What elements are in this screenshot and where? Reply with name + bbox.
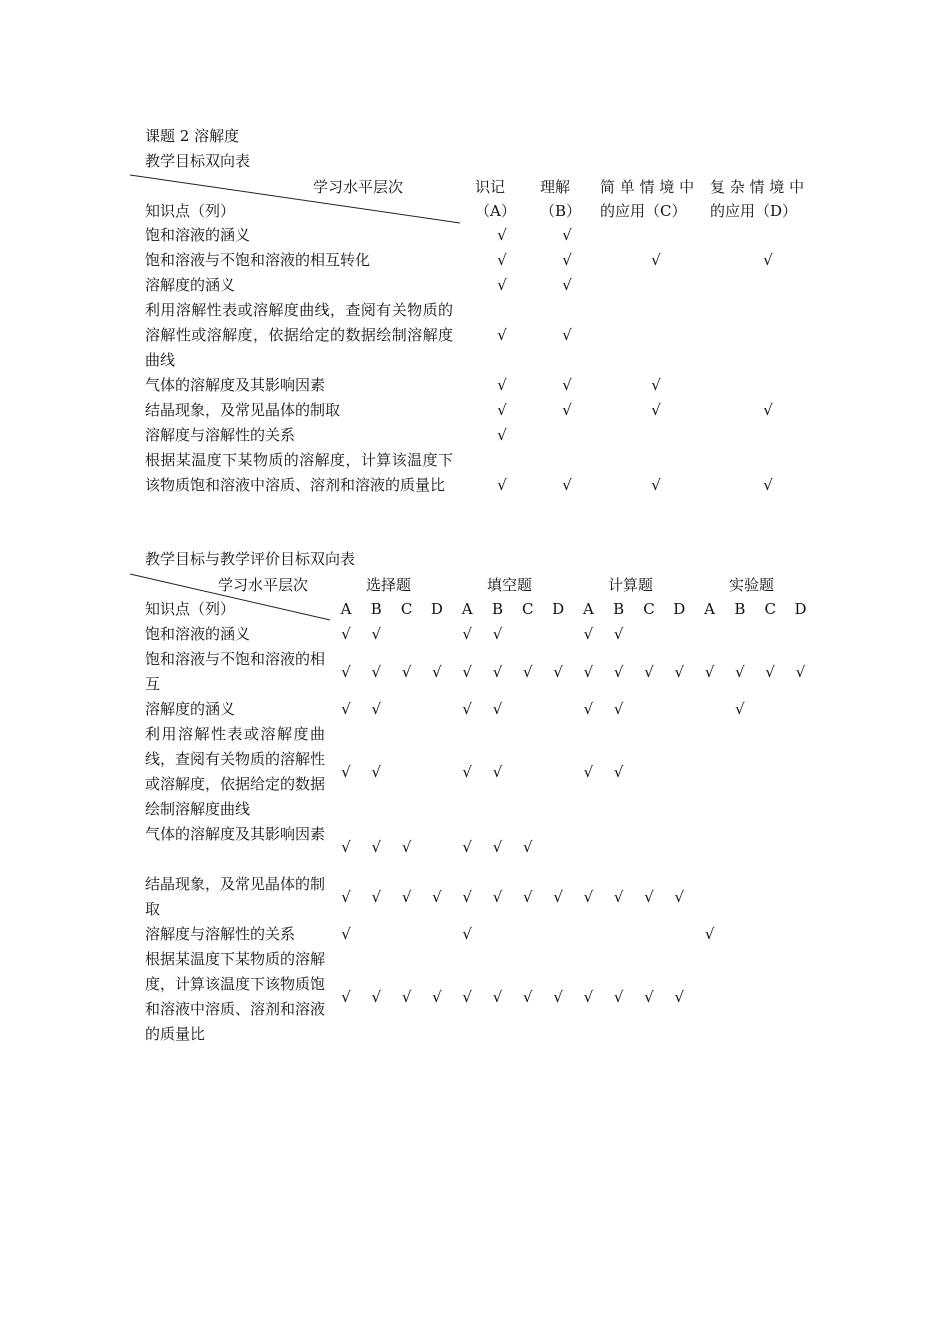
table1-check-mark: √ xyxy=(763,476,773,494)
table2-check-mark: √ xyxy=(492,662,503,681)
table2-check-mark: √ xyxy=(613,887,624,906)
table2-check-mark: √ xyxy=(583,700,594,718)
table2-check-mark: √ xyxy=(523,987,533,1006)
table1-check-mark: √ xyxy=(651,376,661,394)
table1-title: 教学目标双向表 xyxy=(145,152,251,170)
table2-check-mark: √ xyxy=(371,987,382,1006)
objectives-table xyxy=(130,173,820,523)
table1-row-label: 气体的溶解度及其影响因素 xyxy=(145,376,326,394)
table2-check-mark: √ xyxy=(583,662,594,681)
table2-check-mark: √ xyxy=(735,662,745,681)
table2-check-mark: √ xyxy=(371,662,382,681)
table1-check-mark: √ xyxy=(651,476,661,494)
table2-row-label: 饱和溶液与不饱和溶液的相互 xyxy=(145,650,326,693)
table2-check-mark: √ xyxy=(341,987,351,1006)
table1-check-mark: √ xyxy=(497,251,507,269)
table1-col-header-4-line1: 复 杂 情 境 中 xyxy=(710,178,805,196)
table2-title: 教学目标与教学评价目标双向表 xyxy=(145,550,356,568)
table2-group-header: 计算题 xyxy=(608,576,654,594)
table2-check-mark: √ xyxy=(401,662,412,681)
table2-check-mark: √ xyxy=(341,700,351,718)
table2-sub-column-header: A xyxy=(582,600,594,618)
table1-col-header-2-line2: （B） xyxy=(540,202,582,220)
table2-check-mark: √ xyxy=(401,887,412,906)
table1-row-label: 根据某温度下某物质的溶解度，计算该温度下该物质饱和溶液中溶质、溶剂和溶液的质量比 xyxy=(145,451,453,494)
table1-check-mark: √ xyxy=(497,326,507,344)
table2-check-mark: √ xyxy=(583,987,594,1006)
table1-row-label: 结晶现象，及常见晶体的制取 xyxy=(145,401,341,419)
table2-check-mark: √ xyxy=(644,662,654,681)
table1-check-mark: √ xyxy=(562,376,572,394)
table2-row-label: 利用溶解性表或溶解度曲线，查阅有关物质的溶解性或溶解度，依据给定的数据绘制溶解度曲线 xyxy=(145,725,326,818)
table2-check-mark: √ xyxy=(432,662,442,681)
table2-check-mark: √ xyxy=(371,837,382,856)
table2-check-mark: √ xyxy=(462,662,472,681)
table2-sub-column-header: C xyxy=(522,600,534,618)
table2-row-label: 根据某温度下某物质的溶解度，计算该温度下该物质饱和溶液中溶质、溶剂和溶液的质量比 xyxy=(145,950,326,1043)
table2-sub-column-header: C xyxy=(643,600,655,618)
table1-check-mark: √ xyxy=(763,401,773,419)
table1-col-header-1-line1: 识记 xyxy=(475,178,506,196)
table1-check-mark: √ xyxy=(497,276,507,294)
table2-sub-column-header: C xyxy=(400,600,413,618)
table2-check-mark: √ xyxy=(341,837,351,856)
table2-sub-column-header: A xyxy=(461,600,473,618)
table2-check-mark: √ xyxy=(371,762,382,781)
table2-check-mark: √ xyxy=(371,625,382,643)
table2-check-mark: √ xyxy=(765,662,775,681)
table2-check-mark: √ xyxy=(583,762,594,781)
table2-check-mark: √ xyxy=(492,625,503,643)
table2-row-label: 饱和溶液的涵义 xyxy=(145,625,251,643)
table1-row-label: 溶解度的涵义 xyxy=(145,276,236,294)
table2-check-mark: √ xyxy=(341,887,351,906)
table1-check-mark: √ xyxy=(562,226,572,244)
table1-row-label: 溶解度与溶解性的关系 xyxy=(145,426,296,444)
table2-row-label: 溶解度的涵义 xyxy=(145,700,236,718)
table1-check-mark: √ xyxy=(497,401,507,419)
table2-check-mark: √ xyxy=(523,662,533,681)
table1-row-label: 利用溶解性表或溶解度曲线，查阅有关物质的溶解性或溶解度，依据给定的数据绘制溶解度曲线 xyxy=(145,301,453,369)
table2-sub-column-header: B xyxy=(613,600,625,618)
table1-col-header-1-line2: （A） xyxy=(475,202,516,220)
table2-check-mark: √ xyxy=(583,887,594,906)
table1-row-label: 饱和溶液与不饱和溶液的相互转化 xyxy=(145,251,371,269)
table2-sub-column-header: B xyxy=(491,600,504,618)
table2-check-mark: √ xyxy=(341,925,351,943)
table2-check-mark: √ xyxy=(462,700,472,718)
table2-check-mark: √ xyxy=(704,925,715,943)
table1-check-mark: √ xyxy=(562,476,572,494)
table2-check-mark: √ xyxy=(462,837,472,856)
table2-check-mark: √ xyxy=(523,887,533,906)
table2-check-mark: √ xyxy=(492,987,503,1006)
table1-col-header-4-line2: 的应用（D） xyxy=(710,202,798,220)
table2-check-mark: √ xyxy=(341,762,351,781)
table2-check-mark: √ xyxy=(583,625,594,643)
table2-check-mark: √ xyxy=(341,662,351,681)
table2-check-mark: √ xyxy=(432,987,442,1006)
table2-check-mark: √ xyxy=(735,700,745,718)
table2-group-header: 填空题 xyxy=(487,576,533,594)
table1-check-mark: √ xyxy=(497,476,507,494)
table2-check-mark: √ xyxy=(492,887,503,906)
table2-sub-column-header: C xyxy=(764,600,776,618)
table2-check-mark: √ xyxy=(613,762,624,781)
table1-col-header-3-line1: 简 单 情 境 中 xyxy=(600,178,695,196)
table2-check-mark: √ xyxy=(644,987,654,1006)
table2-row-label: 结晶现象，及常见晶体的制取 xyxy=(145,875,326,918)
table2-sub-column-header: A xyxy=(704,600,716,618)
table2-check-mark: √ xyxy=(492,762,503,781)
table2-check-mark: √ xyxy=(795,662,806,681)
table2-sub-column-header: D xyxy=(552,600,565,618)
table2-check-mark: √ xyxy=(523,837,533,856)
table1-check-mark: √ xyxy=(497,426,507,444)
table2-check-mark: √ xyxy=(613,625,624,643)
table2-corner-bottom: 知识点（列） xyxy=(145,600,236,618)
table2-check-mark: √ xyxy=(371,887,382,906)
table2-check-mark: √ xyxy=(432,887,442,906)
table2-group-header: 实验题 xyxy=(729,576,775,594)
table2-check-mark: √ xyxy=(553,887,563,906)
table2-check-mark: √ xyxy=(644,887,654,906)
table1-check-mark: √ xyxy=(651,251,661,269)
table2-group-header: 选择题 xyxy=(366,576,412,594)
table1-row-label: 饱和溶液的涵义 xyxy=(145,226,251,244)
table2-sub-column-header: D xyxy=(673,600,686,618)
table1-corner-top: 学习水平层次 xyxy=(313,178,404,196)
table1-check-mark: √ xyxy=(651,401,661,419)
table2-check-mark: √ xyxy=(613,700,624,718)
table1-col-header-3-line2: 的应用（C） xyxy=(600,202,687,220)
table2-check-mark: √ xyxy=(462,625,472,643)
table2-check-mark: √ xyxy=(401,987,412,1006)
table1-check-mark: √ xyxy=(497,226,507,244)
table1-check-mark: √ xyxy=(497,376,507,394)
table1-check-mark: √ xyxy=(562,401,572,419)
table1-col-header-2-line1: 理解 xyxy=(540,178,571,196)
table2-row-label: 气体的溶解度及其影响因素 xyxy=(145,825,326,843)
table1-check-mark: √ xyxy=(562,326,572,344)
table2-check-mark: √ xyxy=(553,662,563,681)
table2-sub-column-header: D xyxy=(430,600,443,618)
table2-check-mark: √ xyxy=(492,837,503,856)
table2-sub-column-header: A xyxy=(340,600,352,618)
table2-check-mark: √ xyxy=(674,887,685,906)
table2-check-mark: √ xyxy=(613,987,624,1006)
table2-row-label: 溶解度与溶解性的关系 xyxy=(145,925,296,943)
table2-check-mark: √ xyxy=(462,887,472,906)
table1-check-mark: √ xyxy=(562,251,572,269)
lesson-title: 课题 2 溶解度 xyxy=(145,127,240,145)
table2-check-mark: √ xyxy=(704,662,715,681)
table1-check-mark: √ xyxy=(562,276,572,294)
table2-corner-top: 学习水平层次 xyxy=(218,576,309,594)
table2-sub-column-header: B xyxy=(370,600,382,618)
table2-check-mark: √ xyxy=(462,987,472,1006)
table2-check-mark: √ xyxy=(401,837,412,856)
table2-check-mark: √ xyxy=(371,700,382,718)
evaluation-table xyxy=(130,572,820,1047)
table2-check-mark: √ xyxy=(462,925,472,943)
table1-corner-bottom: 知识点（列） xyxy=(145,202,236,220)
table2-sub-column-header: B xyxy=(734,600,746,618)
table2-check-mark: √ xyxy=(674,662,685,681)
table2-check-mark: √ xyxy=(613,662,624,681)
table1-check-mark: √ xyxy=(763,251,773,269)
table2-check-mark: √ xyxy=(492,700,503,718)
table2-check-mark: √ xyxy=(553,987,563,1006)
table2-check-mark: √ xyxy=(674,987,685,1006)
table2-check-mark: √ xyxy=(341,625,351,643)
table2-check-mark: √ xyxy=(462,762,472,781)
table2-sub-column-header: D xyxy=(794,600,807,618)
